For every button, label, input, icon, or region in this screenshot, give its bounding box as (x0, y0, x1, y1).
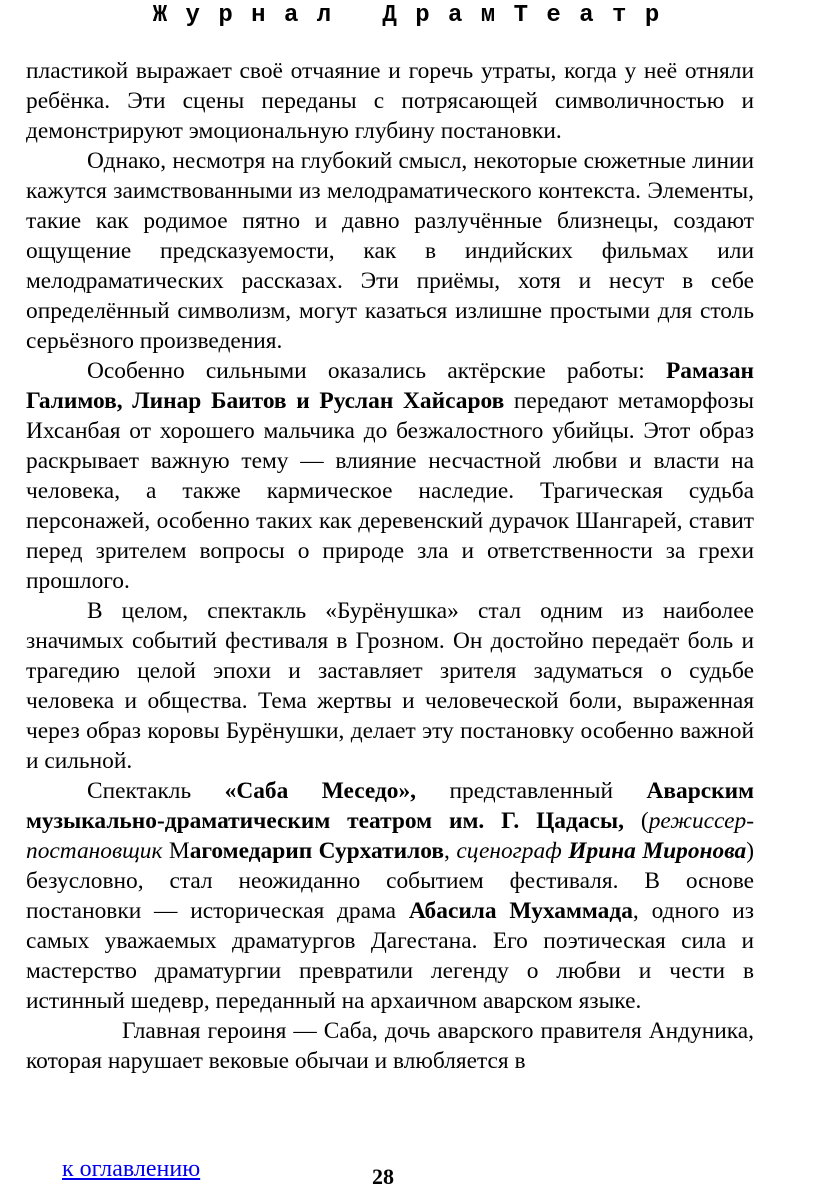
bold-text: Абасила Мухаммада (408, 898, 633, 924)
body-text: ) безусловно, стал неожиданно событием фестиваля. В основе постановки — историческая драма (26, 838, 754, 924)
body-text: ( (624, 808, 649, 834)
bold-text: Аварским музыкально-драматическим театром им. Г. Цадасы, (26, 778, 754, 834)
table-of-contents-link[interactable]: к оглавлению (62, 1156, 201, 1182)
body-text: М (162, 838, 190, 864)
body-text: передают метаморфозы Ихсанбая от хорошего мальчика до безжалостного убийцы. Этот образ раскрывает важную тему — влияние несчастной любви и власти на человека, а также кармическое наследие. Трагическая судьба персонажей, особенно таких как деревенский дурачок Шангарей, ставит перед зрителем вопросы о природе зла и ответственности за грехи прошлого. (26, 388, 754, 594)
body-text: Однако, несмотря на глубокий смысл, некоторые сюжетные линии кажутся заимствованными из мелодраматического контекста. Элементы, такие как родимое пятно и давно разлучённые близнецы, создают ощущение предсказуемости, как в индийских фильмах или мелодраматических рассказах. Эти приёмы, хотя и несут в себе определённый символизм, могут казаться излишне простыми для столь серьёзного произведения. (26, 148, 754, 354)
bold-text: Рамазан Галимов, Линар Баитов и Руслан Хайсаров (26, 358, 754, 414)
paragraph (26, 356, 754, 596)
journal-header: Ж у р н а л Д р а м Т е а т р (152, 2, 662, 29)
body-text: Спектакль (87, 778, 225, 804)
paragraph (26, 1016, 754, 1076)
paragraph (26, 776, 754, 1016)
paragraph (26, 146, 754, 356)
page-number: 28 (372, 1164, 394, 1189)
bold-text: Ирина Миронова (568, 838, 747, 864)
paragraph (26, 596, 754, 776)
body-text: В целом, спектакль «Бурёнушка» стал одним из наиболее значимых событий фестиваля в Грозном. Он достойно передаёт боль и трагедию целой эпохи и заставляет зрителя задуматься о судьбе человека и общества. Тема жертвы и человеческой боли, выраженная через образ коровы Бурёнушки, делает эту постановку особенно важной и сильной. (26, 598, 754, 774)
article-body (26, 56, 754, 1076)
body-text: пластикой выражает своё отчаяние и горечь утраты, когда у неё отняли ребёнка. Эти сцены переданы с потрясающей символичностью и демонстрируют эмоциональную глубину постановки. (26, 58, 754, 144)
body-text: , (443, 838, 457, 864)
bold-text: агомедарип Сурхатилов (189, 838, 444, 864)
body-text: представленный (416, 778, 647, 804)
body-text: , одного из самых уважаемых драматургов Дагестана. Его поэтическая сила и мастерство драматургии превратили легенду о любви и чести в истинный шедевр, переданный на архаичном аварском языке. (26, 898, 754, 1014)
body-text: Главная героиня — Саба, дочь аварского правителя Андуника, которая нарушает вековые обычаи и влюбляется в (26, 1018, 754, 1074)
italic-text: сценограф (456, 838, 562, 864)
bold-text: «Саба Меседо», (224, 778, 417, 804)
body-text: Особенно сильными оказались актёрские работы: (87, 358, 666, 384)
italic-text: режиссер-постановщик (26, 808, 754, 864)
paragraph (26, 56, 754, 146)
